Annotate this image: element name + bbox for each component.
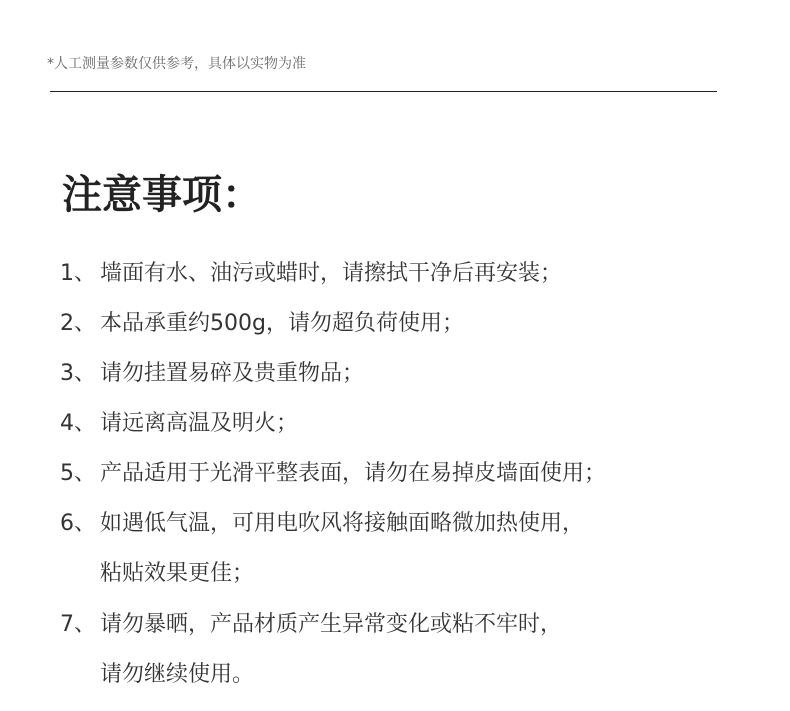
note-number: 6、 xyxy=(60,511,96,536)
note-number: 2、 xyxy=(60,311,96,336)
note-item-1 xyxy=(60,259,562,289)
note-item-6 xyxy=(60,509,584,539)
notes-heading: 注意事项： xyxy=(62,172,262,218)
note-number: 1、 xyxy=(60,261,96,286)
note-number: 7、 xyxy=(60,612,96,637)
note-text: 请远离高温及明火； xyxy=(100,411,299,436)
note-text: 本品承重约500g，请勿超负荷使用； xyxy=(100,311,464,336)
note-text: 如遇低气温，可用电吹风将接触面略微加热使用， xyxy=(100,511,585,536)
divider-line xyxy=(50,91,717,92)
note-item-5 xyxy=(60,459,606,489)
note-item-4 xyxy=(60,409,298,439)
note-item-2 xyxy=(60,309,464,339)
note-number: 4、 xyxy=(60,411,96,436)
note-item-7-continuation: 请勿继续使用。 xyxy=(100,662,255,687)
note-text: 请勿挂置易碎及贵重物品； xyxy=(100,361,365,386)
note-item-7 xyxy=(60,610,562,640)
note-item-6-continuation: 粘贴效果更佳； xyxy=(100,561,255,586)
note-text: 墙面有水、油污或蜡时，请擦拭干净后再安装； xyxy=(100,261,563,286)
measurement-disclaimer: *人工测量参数仅供参考，具体以实物为准 xyxy=(47,56,306,72)
note-item-3 xyxy=(60,359,364,389)
note-text: 请勿暴晒，产品材质产生异常变化或粘不牢时， xyxy=(100,612,563,637)
note-number: 5、 xyxy=(60,461,96,486)
note-number: 3、 xyxy=(60,361,96,386)
note-text: 产品适用于光滑平整表面，请勿在易掉皮墙面使用； xyxy=(100,461,607,486)
